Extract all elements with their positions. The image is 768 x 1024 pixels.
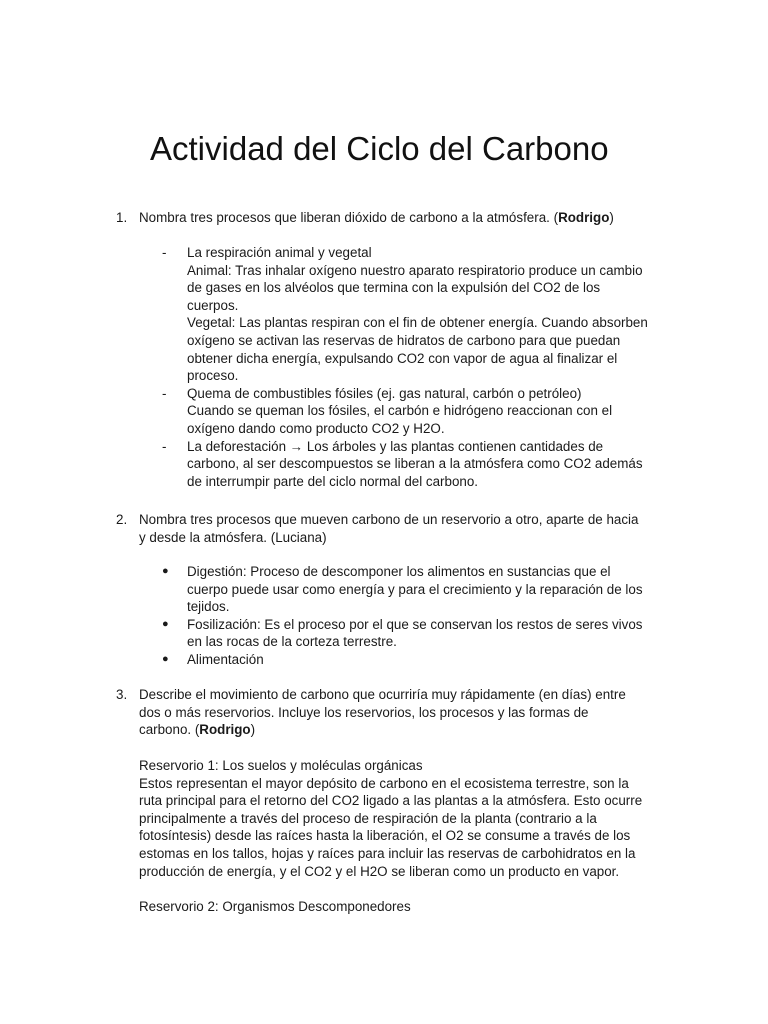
dash-bullet: - <box>162 245 167 260</box>
reservoir-2-section <box>139 898 679 916</box>
question-1-answer-list <box>160 244 680 490</box>
reservoir-2-heading: Reservorio 2: Organismos Descomponedores <box>139 899 411 914</box>
question-3-number: 3. <box>116 687 128 702</box>
question-1 <box>116 209 676 227</box>
question-3-text: Describe el movimiento de carbono que ocurriría muy rápidamente (en días) entre dos o más reservorios. Incluye los reservorios, los procesos y las formas de carbono. (Rodrigo) <box>139 687 626 738</box>
question-3 <box>116 686 676 739</box>
list-item-text: Fosilización: Es el proceso por el que se conservan los restos de seres vivos en las rocas de la corteza terrestre. <box>187 616 643 650</box>
reservoir-1-heading: Reservorio 1: Los suelos y moléculas orgánicas <box>139 758 423 773</box>
question-1-author: Rodrigo <box>558 210 610 225</box>
list-item <box>160 563 680 616</box>
list-item-text: Digestión: Proceso de descomponer los alimentos en sustancias que el cuerpo puede usar como energía y para el crecimiento y la reparación de los tejidos. <box>187 564 643 615</box>
question-1-number: 1. <box>116 210 128 225</box>
reservoir-1-section: Reservorio 1: Los suelos y moléculas orgánicas Estos representan el mayor depósito de carbono en el ecosistema terrestre, son la ruta principal para el retorno del CO2 ligado a las plantas a la atmósfera. Esto ocurre principalmente a través del proceso de respiración de la planta (contrario a la fotosíntesis) desde las raíces hasta la liberación, el O2 se consume a través de los estomas en los tallos, hojas y raíces para incluir las reservas de carbohidratos en la producción de energía, y el CO2 y el H2O se liberan como un producto en vapor. <box>139 757 679 880</box>
list-item <box>160 244 680 385</box>
list-item <box>160 616 680 651</box>
list-item <box>160 385 680 438</box>
question-3-author: Rodrigo <box>199 722 251 738</box>
dot-bullet: ● <box>162 617 169 630</box>
list-item-text: Quema de combustibles fósiles (ej. gas natural, carbón o petróleo) Cuando se queman los fósiles, el carbón e hidrógeno reaccionan con el oxígeno dando como producto CO2 y H2O. <box>187 385 613 436</box>
question-1-text: Nombra tres procesos que liberan dióxido de carbono a la atmósfera. (Rodrigo) <box>139 210 614 225</box>
dash-bullet: - <box>162 438 167 454</box>
dot-bullet: ● <box>162 652 169 665</box>
document-title: Actividad del Ciclo del Carbono <box>150 130 609 167</box>
question-2-answer-list <box>160 563 680 669</box>
dash-bullet: - <box>162 385 167 401</box>
list-item <box>160 651 680 669</box>
question-2-text: Nombra tres procesos que mueven carbono de un reservorio a otro, aparte de hacia y desde la atmósfera. (Luciana) <box>139 512 639 545</box>
list-item <box>160 438 680 491</box>
question-2 <box>116 511 676 546</box>
dot-bullet: ● <box>162 565 169 577</box>
list-item-text: La respiración animal y vegetal Animal: Tras inhalar oxígeno nuestro aparato respiratorio produce un cambio de gases en los alvéolos que termina con la expulsión del CO2 de los cuerpos. Vegetal: Las plantas respiran con el fin de obtener energía. Cuando absorben oxígeno se activan las reservas de hidratos de carbono para que puedan obtener dicha energía, expulsando CO2 con vapor de agua al finalizar el proceso. <box>187 245 648 384</box>
list-item-text: La deforestación → Los árboles y las plantas contienen cantidades de carbono, al ser descompuestos se liberan a la atmósfera como CO2 además de interrumpir parte del ciclo normal del carbono. <box>187 438 643 489</box>
list-item-text: Alimentación <box>187 651 264 667</box>
question-2-number: 2. <box>116 512 128 527</box>
